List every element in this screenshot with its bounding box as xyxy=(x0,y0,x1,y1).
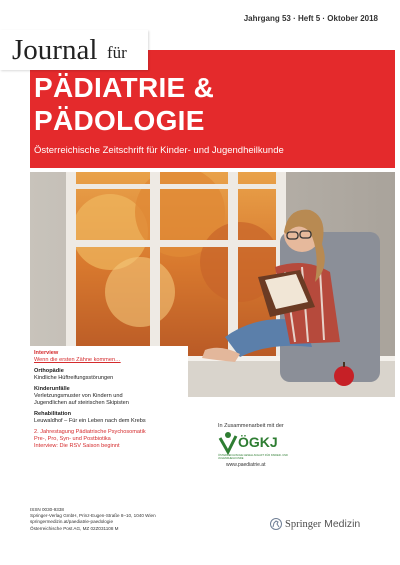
collaboration-text: In Zusammenarbeit mit der xyxy=(218,423,284,429)
springer-horse-icon xyxy=(270,518,282,530)
toc-heading-interview: Interview xyxy=(34,350,59,356)
toc-item-extra-1[interactable]: 2. Jahrestagung Pädiatrische Psychosomatik xyxy=(34,428,146,435)
publication-footer xyxy=(30,507,156,532)
footer-issn: ISSN 0030-9338 xyxy=(30,507,64,512)
publisher-springer: Springer xyxy=(285,519,322,530)
oegkj-logo-text: ÖGKJ xyxy=(238,434,278,450)
journal-fuer: für xyxy=(107,43,127,62)
footer-address: Springer-Verlag GmbH, Prinz-Eugen-Straße 8–10, 1040 Wien xyxy=(30,513,156,519)
toc-item-orthopaedie[interactable]: Kindliche Hüftreifungsstörungen xyxy=(34,375,114,382)
toc-item-kinderunfaelle-1[interactable]: Verletzungsmuster von Kindern und xyxy=(34,393,123,400)
title-line-2: PÄDOLOGIE xyxy=(34,105,205,136)
publisher-name xyxy=(285,518,360,530)
toc-item-kinderunfaelle-2[interactable]: Jugendlichen auf steirischen Skipisten xyxy=(34,400,129,407)
footer-postal: Österreichische Post AG, MZ 02Z031108 M xyxy=(30,525,119,531)
toc-item-extra-3[interactable]: Interview: Die RSV Saison beginnt xyxy=(34,443,120,450)
toc-item-rehabilitation[interactable]: Leuwaldhof – Für ein Leben nach dem Krebs xyxy=(34,418,146,425)
toc-item-interview[interactable]: Wenn die ersten Zähne kommen… xyxy=(34,357,121,364)
table-of-contents xyxy=(30,346,188,496)
journal-wordmark xyxy=(0,30,148,70)
oegkj-logo-subtext: ÖSTERREICHISCHE GESELLSCHAFT FÜR KINDER- UND JUGENDHEILKUNDE xyxy=(218,454,288,460)
toc-heading-kinderunfaelle: Kinderunfälle xyxy=(34,385,70,392)
footer-website: springermedizin.at/paediatrie-paedologie xyxy=(30,519,113,525)
issue-line: Jahrgang 53 · Heft 5 · Oktober 2018 xyxy=(243,14,378,23)
toc-heading-rehabilitation: Rehabilitation xyxy=(34,410,71,417)
journal-subtitle: Österreichische Zeitschrift für Kinder- und Jugendheilkunde xyxy=(34,145,284,156)
toc-heading-orthopaedie: Orthopädie xyxy=(34,367,64,374)
toc-item-extra-2[interactable]: Pre-, Pro, Syn- und Postbiotika xyxy=(34,436,111,443)
publisher-suffix: Medizin xyxy=(324,518,361,530)
partner-url[interactable]: www.paediatrie.at xyxy=(226,462,266,468)
springer-medizin-logo xyxy=(270,517,390,533)
title-line-1: PÄDIATRIE & xyxy=(34,72,215,103)
journal-word: Journal xyxy=(12,34,98,66)
